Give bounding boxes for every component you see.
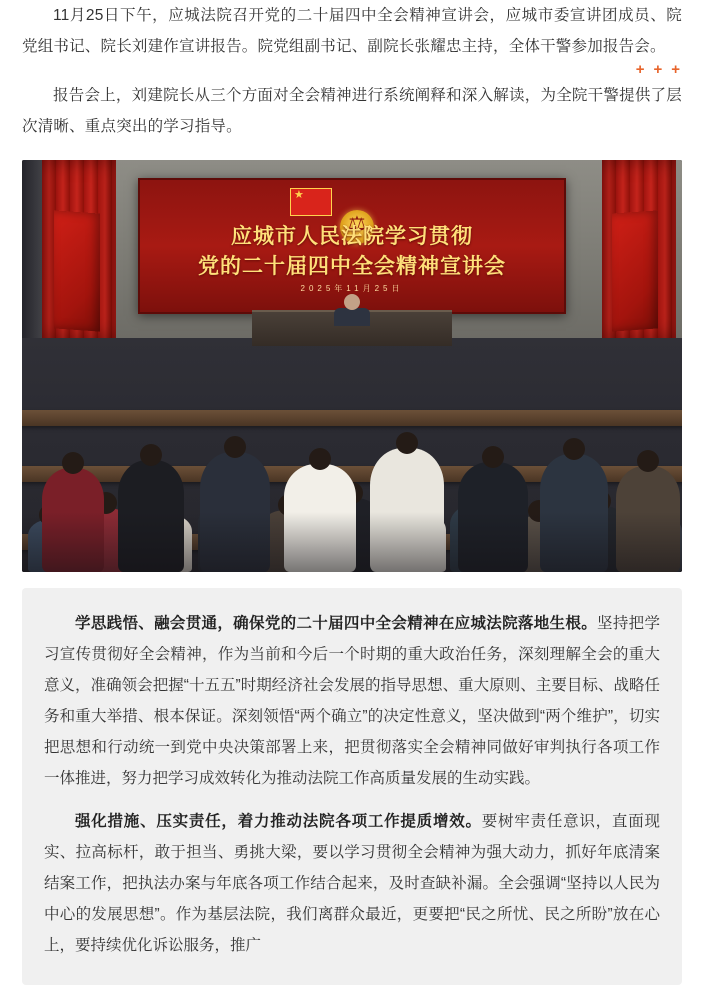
plus-icon: +: [653, 61, 663, 78]
photo-bottom-vignette: [22, 512, 682, 572]
highlight-lead-2: 强化措施、压实责任，着力推动法院各项工作提质增效。: [75, 813, 482, 830]
highlight-paragraph-2: [44, 806, 660, 961]
screen-date: 2025年11月25日: [300, 284, 404, 293]
audience-person-head: [62, 452, 84, 474]
highlight-rest-2: 要树牢责任意识，直面现实、拉高标杆，敢于担当、勇挑大梁，要以学习贯彻全会精神为强大动力，抓好年底清案结案工作，把执法办案与年底各项工作结合起来，及时查缺补漏。全会强调“坚持以人民为中心的发展思想”。作为基层法院，我们离群众最近，更要把“民之所忧、民之所盼”放在心上，要持续优化诉讼服务，推广: [44, 813, 660, 954]
highlight-lead-1: 学思践悟、融会贯通，确保党的二十届四中全会精神在应城法院落地生根。: [75, 615, 598, 632]
highlight-card: [22, 588, 682, 985]
audience-person-head: [637, 450, 659, 472]
audience-person-head: [140, 444, 162, 466]
highlight-rest-1: 坚持把学习宣传贯彻好全会精神，作为当前和今后一个时期的重大政治任务，深刻理解全会的重大意义，准确领会把握“十五五”时期经济社会发展的指导思想、重大原则、主要目标、战略任务和重大举措、根本保证。深刻领悟“两个确立”的决定性意义，坚决做到“两个维护”，切实把思想和行动统一到党中央决策部署上来，把贯彻落实全会精神同做好审判执行各项工作一体推进，努力把学习成效转化为推动法院工作高质量发展的生动实践。: [44, 615, 660, 787]
photo-audience: [22, 338, 682, 572]
screen-title-line1: 应城市人民法院学习贯彻: [231, 224, 473, 248]
screen-title-line2: 党的二十届四中全会精神宣讲会: [198, 254, 506, 278]
article-paragraph-2: 报告会上，刘建院长从三个方面对全会精神进行系统阐释和深入解读，为全院干警提供了层次清晰、重点突出的学习指导。: [22, 87, 682, 135]
plus-icon: +: [671, 61, 680, 78]
meeting-photo: [22, 160, 682, 572]
audience-person-head: [224, 436, 246, 458]
highlight-paragraph-1: [44, 608, 660, 794]
photo-flag-left: [54, 210, 100, 331]
plus-icon: +: [635, 61, 645, 78]
audience-person-head: [482, 446, 504, 468]
decorative-plus-marks: [636, 62, 680, 77]
photo-speaker-body: [334, 308, 370, 326]
photo-speaker-head: [344, 294, 360, 310]
audience-person-head: [309, 448, 331, 470]
article-paragraph-1: 11月25日下午，应城法院召开党的二十届四中全会精神宣讲会，应城市委宣讲团成员、院党组书记、院长刘建作宣讲报告。院党组副书记、副院长张耀忠主持，全体干警参加报告会。: [22, 7, 682, 55]
audience-person-head: [396, 432, 418, 454]
national-flag-icon: [290, 188, 332, 216]
photo-flag-right: [612, 210, 658, 331]
audience-bench: [22, 410, 682, 426]
audience-person-head: [563, 438, 585, 460]
